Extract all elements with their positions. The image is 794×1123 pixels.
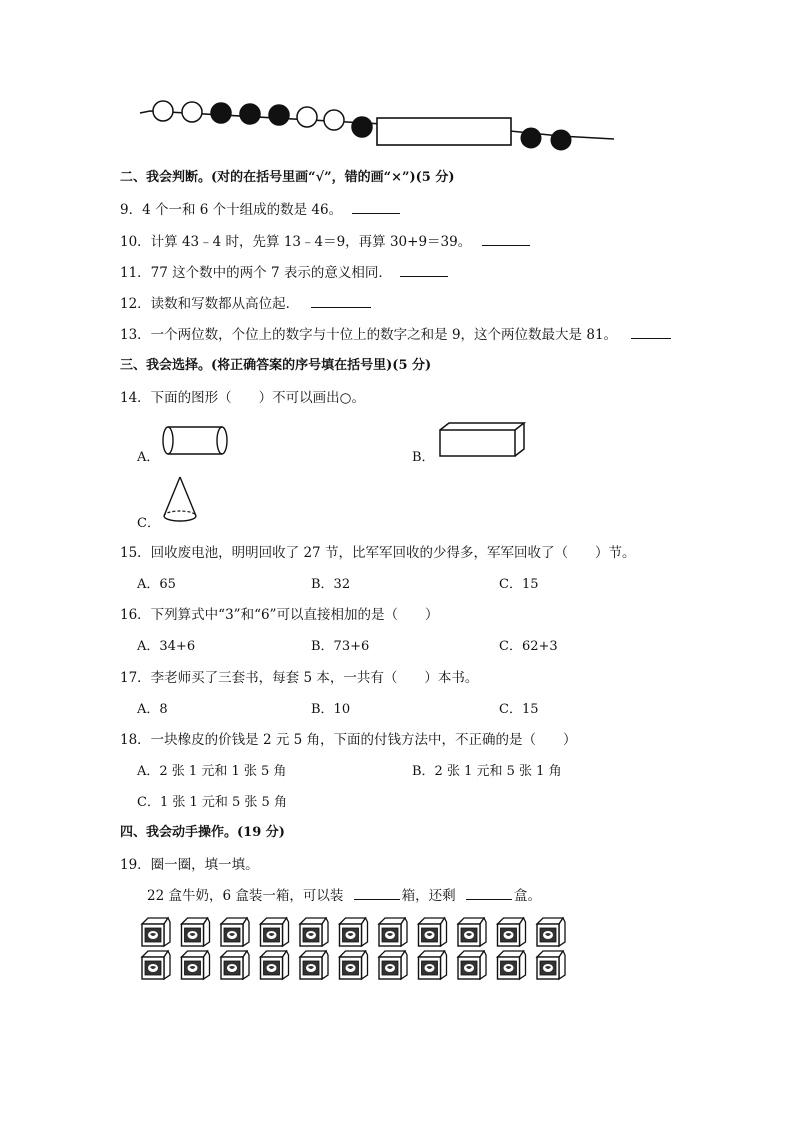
milk-carton-icon	[182, 918, 210, 946]
section-2-title: 二、我会判断。(对的在括号里画“√”，错的画“×”)(5 分)	[120, 170, 455, 185]
question-12: 12．读数和写数都从高位起．	[120, 292, 371, 312]
question-15: 15．回收废电池，明明回收了 27 节，比军军回收的少得多，军军回收了（ ）节。	[120, 545, 636, 561]
milk-carton-icon	[221, 951, 249, 979]
option-17-b[interactable]: B．10	[311, 702, 351, 717]
question-10: 10．计算 43﹣4 时，先算 13﹣4＝9，再算 30+9＝39。	[120, 230, 530, 250]
milk-carton-icon	[379, 951, 407, 979]
option-16-c[interactable]: C．62+3	[499, 639, 558, 654]
question-18: 18．一块橡皮的价钱是 2 元 5 角，下面的付钱方法中，不正确的是（ ）	[120, 732, 577, 748]
question-17: 17．李老师买了三套书，每套 5 本，一共有（ ）本书。	[120, 670, 479, 686]
milk-carton-icon	[498, 951, 526, 979]
option-15-c[interactable]: C．15	[499, 577, 539, 592]
milk-carton-icon	[419, 951, 447, 979]
milk-carton-icon	[498, 918, 526, 946]
milk-carton-icon	[182, 951, 210, 979]
milk-carton-icon	[458, 951, 486, 979]
milk-carton-icon	[379, 918, 407, 946]
question-11: 11．77 这个数中的两个 7 表示的意义相同．	[120, 261, 448, 281]
section-3-title: 三、我会选择。(将正确答案的序号填在括号里)(5 分)	[120, 358, 432, 373]
option-16-a[interactable]: A．34+6	[137, 639, 196, 654]
option-15-b[interactable]: B．32	[311, 577, 351, 592]
option-18-a[interactable]: A．2 张 1 元和 1 张 5 角	[137, 764, 287, 779]
milk-carton-icon	[300, 918, 328, 946]
option-14-a[interactable]: A．	[137, 450, 160, 465]
question-9: 9．4 个一和 6 个十组成的数是 46。	[120, 198, 400, 218]
question-19-fill-line: 22 盒牛奶，6 盒装一箱，可以装 箱，还剩 盒。	[147, 888, 541, 904]
option-17-c[interactable]: C．15	[499, 702, 539, 717]
option-18-c[interactable]: C．1 张 1 元和 5 张 5 角	[137, 795, 287, 810]
milk-carton-icon	[340, 951, 368, 979]
milk-carton-icon	[142, 951, 170, 979]
option-17-a[interactable]: A．8	[137, 702, 168, 717]
question-14: 14．下面的图形（ ）不可以画出○。	[120, 390, 365, 406]
milk-carton-icon	[261, 918, 289, 946]
milk-carton-icon	[340, 918, 368, 946]
question-19: 19．圈一圈，填一填。	[120, 857, 259, 873]
milk-carton-icon	[419, 918, 447, 946]
option-16-b[interactable]: B．73+6	[311, 639, 370, 654]
question-16: 16．下列算式中“3”和“6”可以直接相加的是（ ）	[120, 607, 439, 623]
milk-carton-icon	[458, 918, 486, 946]
option-15-a[interactable]: A．65	[137, 577, 176, 592]
milk-carton-icon	[300, 951, 328, 979]
milk-carton-icon	[221, 918, 249, 946]
milk-carton-icon	[537, 951, 565, 979]
milk-carton-icon	[261, 951, 289, 979]
option-14-c[interactable]: C．	[137, 516, 160, 531]
section-4-title: 四、我会动手操作。(19 分)	[120, 825, 285, 840]
option-14-b[interactable]: B．	[412, 450, 435, 465]
milk-carton-icon	[142, 918, 170, 946]
milk-carton-icon	[537, 918, 565, 946]
option-18-b[interactable]: B．2 张 1 元和 5 张 1 角	[412, 764, 562, 779]
question-13: 13．一个两位数，个位上的数字与十位上的数字之和是 9，这个两位数最大是 81。	[120, 323, 671, 343]
